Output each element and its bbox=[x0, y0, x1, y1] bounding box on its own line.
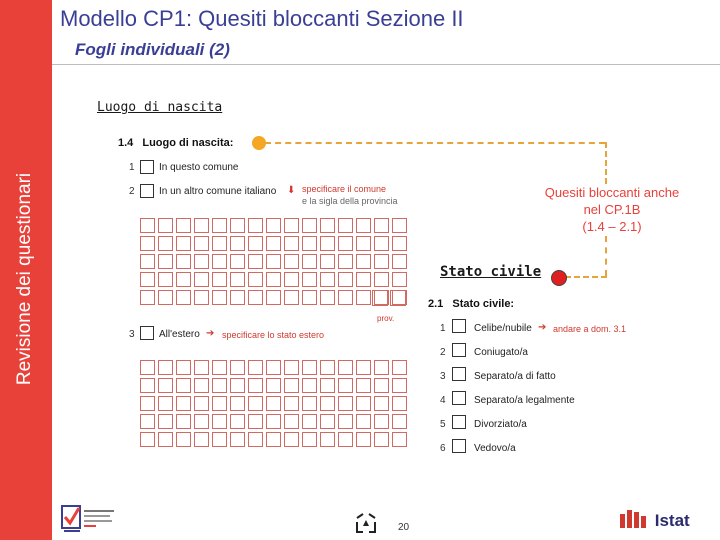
input-cell[interactable] bbox=[392, 414, 407, 429]
q14-option-1-label: In questo comune bbox=[159, 162, 239, 173]
q21-option-2-label: Coniugato/a bbox=[474, 347, 528, 358]
input-cell[interactable] bbox=[374, 254, 389, 269]
q14-heading bbox=[118, 137, 233, 149]
input-cell[interactable] bbox=[212, 378, 227, 393]
note-line-2: nel CP.1B bbox=[583, 202, 641, 217]
q14-option-3-num: 3 bbox=[129, 329, 135, 340]
input-cell[interactable] bbox=[230, 360, 245, 375]
q21-option-4-label: Separato/a legalmente bbox=[474, 395, 575, 406]
q14-number: 1.4 bbox=[118, 137, 134, 149]
input-cell[interactable] bbox=[356, 236, 371, 251]
q21-option-1-checkbox[interactable] bbox=[452, 319, 466, 333]
input-cell[interactable] bbox=[248, 218, 263, 233]
input-cell[interactable] bbox=[284, 236, 299, 251]
input-cell[interactable] bbox=[212, 254, 227, 269]
istat-logo-text: Istat bbox=[654, 511, 690, 530]
input-cell[interactable] bbox=[356, 432, 371, 447]
input-cell[interactable] bbox=[320, 254, 335, 269]
input-cell[interactable] bbox=[140, 236, 155, 251]
input-cell[interactable] bbox=[212, 236, 227, 251]
input-cell[interactable] bbox=[320, 290, 335, 305]
input-cell[interactable] bbox=[338, 378, 353, 393]
input-cell[interactable] bbox=[284, 396, 299, 411]
input-cell[interactable] bbox=[302, 218, 317, 233]
input-cell[interactable] bbox=[266, 432, 281, 447]
q21-option-6-checkbox[interactable] bbox=[452, 439, 466, 453]
input-cell[interactable] bbox=[194, 254, 209, 269]
input-cell[interactable] bbox=[194, 236, 209, 251]
q14-option-3-checkbox[interactable] bbox=[140, 326, 154, 340]
input-cell[interactable] bbox=[140, 414, 155, 429]
input-cell[interactable] bbox=[392, 360, 407, 375]
page-number: 20 bbox=[398, 522, 410, 533]
input-cell[interactable] bbox=[302, 272, 317, 287]
input-cell[interactable] bbox=[320, 360, 335, 375]
input-cell[interactable] bbox=[284, 272, 299, 287]
annotation-civil-status: Stato civile bbox=[440, 264, 542, 280]
annotation-birthplace: Luogo di nascita bbox=[97, 100, 223, 115]
input-cell[interactable] bbox=[284, 414, 299, 429]
q21-option-4-num: 4 bbox=[440, 395, 446, 406]
q21-option-5-label: Divorziato/a bbox=[474, 419, 527, 430]
input-cell[interactable] bbox=[176, 414, 191, 429]
input-cell[interactable] bbox=[194, 378, 209, 393]
input-cell[interactable] bbox=[338, 236, 353, 251]
q21-option-6-num: 6 bbox=[440, 443, 446, 454]
input-cell[interactable] bbox=[374, 396, 389, 411]
input-cell[interactable] bbox=[230, 414, 245, 429]
input-cell[interactable] bbox=[356, 378, 371, 393]
input-cell[interactable] bbox=[176, 218, 191, 233]
hint-estero: specificare lo stato estero bbox=[222, 330, 325, 340]
input-cell[interactable] bbox=[158, 218, 173, 233]
input-cell[interactable] bbox=[320, 236, 335, 251]
q21-option-3-num: 3 bbox=[440, 371, 446, 382]
input-cell[interactable] bbox=[284, 432, 299, 447]
input-cell[interactable] bbox=[176, 254, 191, 269]
input-cell[interactable] bbox=[140, 218, 155, 233]
input-cell[interactable] bbox=[158, 272, 173, 287]
input-cell[interactable] bbox=[374, 378, 389, 393]
input-cell[interactable] bbox=[176, 360, 191, 375]
q21-option-5-num: 5 bbox=[440, 419, 446, 430]
q14-option-2-checkbox[interactable] bbox=[140, 184, 154, 198]
input-cell[interactable] bbox=[392, 236, 407, 251]
connector-bottom bbox=[565, 276, 607, 278]
input-cell[interactable] bbox=[140, 272, 155, 287]
input-cell[interactable] bbox=[356, 254, 371, 269]
input-cell[interactable] bbox=[320, 432, 335, 447]
input-cell[interactable] bbox=[392, 218, 407, 233]
q21-option-4-checkbox[interactable] bbox=[452, 391, 466, 405]
note-line-1: Quesiti bloccanti anche bbox=[544, 185, 680, 200]
q21-heading bbox=[428, 298, 514, 310]
input-cell[interactable] bbox=[140, 396, 155, 411]
goto-arrow-icon: ➔ bbox=[538, 322, 547, 333]
prov-box-2[interactable] bbox=[390, 290, 406, 306]
input-cell[interactable] bbox=[140, 432, 155, 447]
q21-option-3-label: Separato/a di fatto bbox=[474, 371, 556, 382]
input-cell[interactable] bbox=[338, 360, 353, 375]
connector-right-lower bbox=[605, 236, 607, 276]
q21-option-5-checkbox[interactable] bbox=[452, 415, 466, 429]
input-cell[interactable] bbox=[356, 272, 371, 287]
input-cell[interactable] bbox=[230, 218, 245, 233]
input-cell[interactable] bbox=[194, 218, 209, 233]
q21-option-2-num: 2 bbox=[440, 347, 446, 358]
input-cell[interactable] bbox=[248, 236, 263, 251]
input-cell[interactable] bbox=[248, 290, 263, 305]
sidebar-label: Revisione dei questionari bbox=[14, 172, 35, 386]
q14-option-1-checkbox[interactable] bbox=[140, 160, 154, 174]
istat-mark-icon bbox=[620, 510, 650, 528]
orange-marker-dot bbox=[252, 136, 266, 150]
input-cell[interactable] bbox=[266, 378, 281, 393]
input-cell[interactable] bbox=[338, 272, 353, 287]
input-cell[interactable] bbox=[266, 218, 281, 233]
input-cell[interactable] bbox=[356, 360, 371, 375]
input-cell[interactable] bbox=[230, 290, 245, 305]
input-cell[interactable] bbox=[338, 414, 353, 429]
q21-option-2-checkbox[interactable] bbox=[452, 343, 466, 357]
input-cell[interactable] bbox=[374, 236, 389, 251]
input-cell[interactable] bbox=[212, 396, 227, 411]
input-cell[interactable] bbox=[140, 254, 155, 269]
arrow-down-icon: ⬇ bbox=[287, 185, 296, 196]
input-cell[interactable] bbox=[266, 414, 281, 429]
input-cell[interactable] bbox=[338, 254, 353, 269]
hint-comune-line-1: specificare il comune bbox=[302, 184, 387, 194]
input-cell[interactable] bbox=[158, 236, 173, 251]
input-cell[interactable] bbox=[374, 360, 389, 375]
input-cell[interactable] bbox=[338, 432, 353, 447]
input-cell[interactable] bbox=[230, 432, 245, 447]
q14-option-2-num: 2 bbox=[129, 186, 135, 197]
input-cell[interactable] bbox=[194, 272, 209, 287]
input-cell[interactable] bbox=[374, 272, 389, 287]
input-cell[interactable] bbox=[230, 236, 245, 251]
input-cell[interactable] bbox=[374, 414, 389, 429]
input-cell[interactable] bbox=[302, 290, 317, 305]
q21-option-3-checkbox[interactable] bbox=[452, 367, 466, 381]
input-cell[interactable] bbox=[356, 218, 371, 233]
input-cell[interactable] bbox=[392, 378, 407, 393]
input-cell[interactable] bbox=[302, 414, 317, 429]
input-cell[interactable] bbox=[158, 254, 173, 269]
input-cell[interactable] bbox=[302, 360, 317, 375]
input-cell[interactable] bbox=[212, 414, 227, 429]
input-cell[interactable] bbox=[248, 396, 263, 411]
input-cell[interactable] bbox=[392, 432, 407, 447]
input-cell[interactable] bbox=[266, 254, 281, 269]
input-cell[interactable] bbox=[320, 218, 335, 233]
input-cell[interactable] bbox=[284, 360, 299, 375]
input-cell[interactable] bbox=[248, 360, 263, 375]
input-cell[interactable] bbox=[302, 396, 317, 411]
input-cell[interactable] bbox=[284, 254, 299, 269]
input-cell[interactable] bbox=[248, 272, 263, 287]
input-cell[interactable] bbox=[176, 290, 191, 305]
prov-box-1[interactable] bbox=[372, 290, 388, 306]
title-divider bbox=[52, 64, 720, 65]
red-marker-dot bbox=[551, 270, 567, 286]
input-cell[interactable] bbox=[140, 290, 155, 305]
input-cell[interactable] bbox=[194, 432, 209, 447]
input-cell[interactable] bbox=[158, 290, 173, 305]
connector-top bbox=[265, 142, 605, 144]
input-cell[interactable] bbox=[176, 432, 191, 447]
input-cell[interactable] bbox=[266, 272, 281, 287]
page-subtitle: Fogli individuali (2) bbox=[75, 40, 230, 59]
input-cell[interactable] bbox=[230, 254, 245, 269]
input-cell[interactable] bbox=[302, 378, 317, 393]
q21-option-6-label: Vedovo/a bbox=[474, 443, 516, 454]
connector-right-upper bbox=[605, 142, 607, 184]
q14-option-1-num: 1 bbox=[129, 162, 135, 173]
input-cell[interactable] bbox=[212, 432, 227, 447]
note-text bbox=[512, 184, 712, 235]
input-cell[interactable] bbox=[140, 378, 155, 393]
input-cell[interactable] bbox=[338, 290, 353, 305]
input-cell[interactable] bbox=[140, 360, 155, 375]
input-cell[interactable] bbox=[230, 378, 245, 393]
input-cell[interactable] bbox=[248, 414, 263, 429]
q14-option-2-label: In un altro comune italiano bbox=[159, 186, 277, 197]
input-cell[interactable] bbox=[176, 272, 191, 287]
input-cell[interactable] bbox=[158, 432, 173, 447]
q14-option-3-label: All'estero bbox=[159, 329, 200, 340]
input-cell[interactable] bbox=[266, 360, 281, 375]
input-cell[interactable] bbox=[212, 290, 227, 305]
input-cell[interactable] bbox=[356, 414, 371, 429]
input-cell[interactable] bbox=[266, 236, 281, 251]
input-cell[interactable] bbox=[194, 396, 209, 411]
input-cell[interactable] bbox=[176, 396, 191, 411]
q21-number: 2.1 bbox=[428, 298, 444, 310]
input-cell[interactable] bbox=[302, 236, 317, 251]
input-cell[interactable] bbox=[248, 432, 263, 447]
input-cell[interactable] bbox=[374, 432, 389, 447]
input-cell[interactable] bbox=[338, 396, 353, 411]
input-cell[interactable] bbox=[284, 218, 299, 233]
input-cell[interactable] bbox=[194, 290, 209, 305]
input-cell[interactable] bbox=[212, 218, 227, 233]
input-cell[interactable] bbox=[392, 272, 407, 287]
input-cell[interactable] bbox=[176, 378, 191, 393]
input-cell[interactable] bbox=[356, 290, 371, 305]
input-cell[interactable] bbox=[392, 396, 407, 411]
input-cell[interactable] bbox=[320, 272, 335, 287]
input-cell[interactable] bbox=[230, 396, 245, 411]
q21-option-1-label: Celibe/nubile bbox=[474, 323, 532, 334]
comune-input-grid[interactable] bbox=[140, 218, 407, 305]
input-cell[interactable] bbox=[212, 360, 227, 375]
q14-title: Luogo di nascita: bbox=[142, 137, 234, 149]
input-cell[interactable] bbox=[302, 254, 317, 269]
census-logo bbox=[60, 502, 120, 536]
input-cell[interactable] bbox=[266, 290, 281, 305]
input-cell[interactable] bbox=[212, 272, 227, 287]
page-title: Modello CP1: Quesiti bloccanti Sezione II bbox=[60, 6, 464, 31]
input-cell[interactable] bbox=[302, 432, 317, 447]
input-cell[interactable] bbox=[338, 218, 353, 233]
q21-title: Stato civile: bbox=[452, 298, 515, 310]
input-cell[interactable] bbox=[392, 254, 407, 269]
note-line-3: (1.4 – 2.1) bbox=[582, 219, 642, 234]
nav-icon[interactable] bbox=[355, 512, 377, 534]
input-cell[interactable] bbox=[266, 396, 281, 411]
hint-comune-line-2: e la sigla della provincia bbox=[302, 196, 398, 206]
input-cell[interactable] bbox=[194, 360, 209, 375]
input-cell[interactable] bbox=[248, 378, 263, 393]
arrow-right-icon: ➔ bbox=[206, 328, 215, 339]
input-cell[interactable] bbox=[158, 396, 173, 411]
input-cell[interactable] bbox=[356, 396, 371, 411]
q21-goto-hint: andare a dom. 3.1 bbox=[553, 324, 627, 334]
input-cell[interactable] bbox=[176, 236, 191, 251]
estero-input-grid[interactable] bbox=[140, 360, 407, 447]
input-cell[interactable] bbox=[158, 360, 173, 375]
input-cell[interactable] bbox=[158, 378, 173, 393]
input-cell[interactable] bbox=[194, 414, 209, 429]
input-cell[interactable] bbox=[248, 254, 263, 269]
prov-label: prov. bbox=[377, 314, 395, 323]
q21-option-1-num: 1 bbox=[440, 323, 446, 334]
istat-logo bbox=[620, 510, 690, 531]
input-cell[interactable] bbox=[374, 218, 389, 233]
input-cell[interactable] bbox=[320, 396, 335, 411]
input-cell[interactable] bbox=[320, 378, 335, 393]
input-cell[interactable] bbox=[284, 378, 299, 393]
input-cell[interactable] bbox=[230, 272, 245, 287]
input-cell[interactable] bbox=[320, 414, 335, 429]
input-cell[interactable] bbox=[284, 290, 299, 305]
input-cell[interactable] bbox=[158, 414, 173, 429]
